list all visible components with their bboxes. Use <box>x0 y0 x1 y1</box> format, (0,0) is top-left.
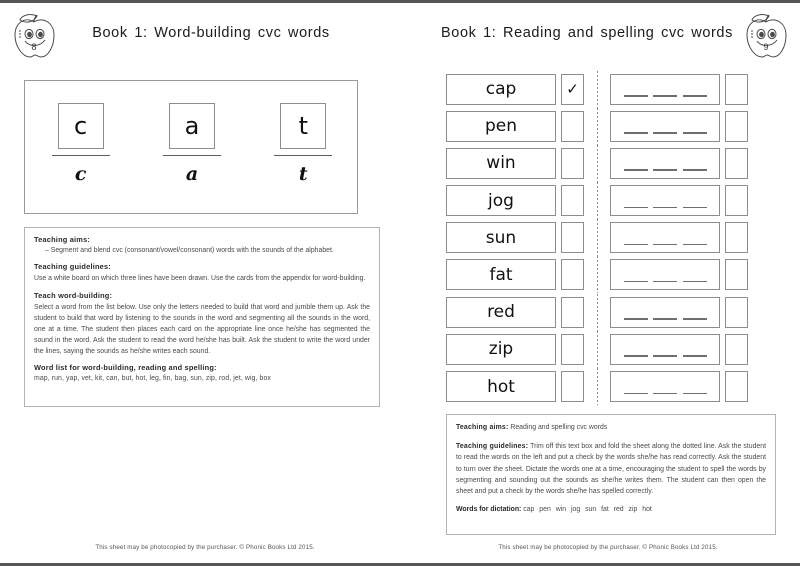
word-row <box>446 110 766 142</box>
spelling-checkbox[interactable] <box>725 334 748 365</box>
spelling-checkbox[interactable] <box>725 185 748 216</box>
left-page-number: 8 <box>31 42 37 52</box>
spelling-line <box>653 207 677 208</box>
spelling-line <box>624 244 648 245</box>
left-page <box>0 3 400 563</box>
spelling-checkbox[interactable] <box>725 148 748 179</box>
spelling-line <box>683 207 707 208</box>
spelling-line <box>653 95 677 96</box>
reading-spelling-rows <box>446 73 766 408</box>
spelling-line <box>653 132 677 133</box>
spelling-line <box>683 132 707 133</box>
letter-card-line <box>274 155 332 156</box>
reading-checkbox[interactable] <box>561 334 584 365</box>
teach-word-building-heading: Teach word-building: <box>34 290 113 300</box>
fold-line-divider <box>584 111 610 142</box>
word-row <box>446 73 766 105</box>
reading-checkbox[interactable] <box>561 297 584 328</box>
word-box: zip <box>446 334 556 365</box>
fold-line-divider <box>584 371 610 402</box>
fold-line-divider <box>584 222 610 253</box>
reading-checkbox[interactable] <box>561 222 584 253</box>
spelling-line <box>683 393 707 394</box>
worksheet-spread <box>0 3 800 563</box>
spelling-line <box>683 318 707 319</box>
reading-checkbox[interactable] <box>561 185 584 216</box>
teaching-guidelines-line <box>456 441 766 497</box>
spelling-line <box>624 318 648 319</box>
spelling-line <box>653 281 677 282</box>
right-page <box>400 3 800 563</box>
spelling-checkbox[interactable] <box>725 259 748 290</box>
reading-checkbox[interactable] <box>561 148 584 179</box>
spelling-line <box>624 281 648 282</box>
word-building-card-area <box>24 80 358 214</box>
teaching-aims-line <box>456 422 766 433</box>
left-teaching-notes-box <box>24 227 380 407</box>
spelling-line <box>683 244 707 245</box>
reading-checkbox[interactable] <box>561 371 584 402</box>
teaching-guidelines-text: Trim off this text box and fold the sheet along the dotted line. Ask the student to read the words on the left and put a check by the words she/he has read correctly. Ask the student to turn over the sheet. Dictate the words one at a time, encouraging the student to spell the words by segmenting and sounding out the sounds as she/he writes them. The student can then open the sheet and put a check by the words she/he has spelled correctly. <box>456 443 766 495</box>
fold-line-divider <box>584 148 610 179</box>
spelling-line <box>653 169 677 170</box>
letter-card-script: a <box>185 163 199 185</box>
spelling-line <box>653 244 677 245</box>
letter-card[interactable] <box>267 103 339 185</box>
teaching-aims-text: Reading and spelling cvc words <box>508 424 608 431</box>
spelling-checkbox[interactable] <box>725 111 748 142</box>
dictation-label: Words for dictation: <box>456 506 522 514</box>
right-page-header <box>400 11 800 63</box>
word-box: hot <box>446 371 556 402</box>
spelling-box[interactable] <box>610 148 720 179</box>
spelling-line <box>624 355 648 356</box>
spelling-line <box>683 281 707 282</box>
reading-checkbox[interactable] <box>561 259 584 290</box>
word-list-text: map, run, yap, vet, kit, can, but, hot, leg, fin, bag, sun, zip, rod, jet, wig, box <box>34 375 271 383</box>
spelling-box[interactable] <box>610 297 720 328</box>
spelling-line <box>653 318 677 319</box>
fold-line-divider <box>584 334 610 365</box>
fold-line-divider <box>584 185 610 216</box>
spelling-box[interactable] <box>610 74 720 105</box>
letter-card-script: t <box>298 163 308 185</box>
fold-line-divider <box>584 297 610 328</box>
left-page-header <box>0 11 400 63</box>
word-row <box>446 222 766 254</box>
spelling-line <box>624 169 648 170</box>
letter-card-box[interactable]: c <box>58 103 104 149</box>
letter-cards-row <box>25 103 359 185</box>
reading-checkbox[interactable]: ✓ <box>561 74 584 105</box>
right-teaching-notes-box <box>446 414 776 535</box>
spelling-line <box>683 169 707 170</box>
teach-word-building-text: Select a word from the list below. Use only the letters needed to build that word and jumble them up. Ask the student to build that word by listening to the sounds in the word and segmenting all the sounds in the word, one at a time. The student then places each card on the appropriate line once he/she has segmented the sound in the word. Ask the student to read the word he/she has built. Ask the student to write the word under the lines, saying the sounds as he/she writes each sound. <box>34 303 370 356</box>
reading-checkbox[interactable] <box>561 111 584 142</box>
word-list-heading: Word list for word-building, reading and spelling: <box>34 363 217 373</box>
word-row <box>446 147 766 179</box>
spelling-line <box>683 95 707 96</box>
right-page-footer: This sheet may be photocopied by the purchaser. © Phonic Books Ltd 2015. <box>498 544 718 551</box>
teaching-aims-bullet: – Segment and blend cvc (consonant/vowel/consonant) words with the sounds of the alphabet. <box>45 247 334 254</box>
spelling-line <box>624 132 648 133</box>
teaching-aims-heading: Teaching aims: <box>34 235 91 244</box>
spelling-line <box>624 207 648 208</box>
letter-card-box[interactable]: t <box>280 103 326 149</box>
spelling-checkbox[interactable] <box>725 222 748 253</box>
dictation-words: cap pen win jog sun fat red zip hot <box>523 506 652 514</box>
spelling-line <box>624 95 648 96</box>
word-box: fat <box>446 259 556 290</box>
spelling-checkbox[interactable] <box>725 371 748 402</box>
spelling-box[interactable] <box>610 222 720 253</box>
word-box: pen <box>446 111 556 142</box>
word-box: jog <box>446 185 556 216</box>
spelling-box[interactable] <box>610 259 720 290</box>
letter-card-line <box>52 155 110 156</box>
word-row <box>446 371 766 403</box>
spelling-box[interactable] <box>610 334 720 365</box>
teaching-guidelines-heading: Teaching guidelines: <box>34 262 111 272</box>
fold-line-divider <box>584 74 610 105</box>
letter-card-script: c <box>74 163 87 185</box>
spelling-line <box>653 393 677 394</box>
spelling-box[interactable] <box>610 185 720 216</box>
letter-card[interactable] <box>45 103 117 185</box>
letter-card[interactable] <box>156 103 228 185</box>
left-page-footer: This sheet may be photocopied by the purchaser. © Phonic Books Ltd 2015. <box>95 544 315 551</box>
teaching-guidelines-label: Teaching guidelines: <box>456 443 529 451</box>
letter-card-line <box>163 155 221 156</box>
dictation-line <box>456 505 766 515</box>
word-row <box>446 333 766 365</box>
spelling-box[interactable] <box>610 111 720 142</box>
spelling-box[interactable] <box>610 371 720 402</box>
teaching-guidelines-text: Use a white board on which three lines have been drawn. Use the cards from the appendix for word-building. <box>34 275 366 283</box>
spelling-checkbox[interactable] <box>725 74 748 105</box>
spelling-checkbox[interactable] <box>725 297 748 328</box>
word-box: cap <box>446 74 556 105</box>
right-page-number: 9 <box>763 42 769 52</box>
word-box: red <box>446 297 556 328</box>
spelling-line <box>624 393 648 394</box>
spelling-line <box>653 355 677 356</box>
word-row <box>446 259 766 291</box>
word-box: win <box>446 148 556 179</box>
right-page-title: Book 1: Reading and spelling cvc words <box>441 25 733 41</box>
teaching-aims-label: Teaching aims: <box>456 424 509 431</box>
word-row <box>446 185 766 217</box>
word-row <box>446 296 766 328</box>
fold-line-divider <box>584 259 610 290</box>
left-page-title: Book 1: Word-building cvc words <box>92 25 330 41</box>
spelling-line <box>683 355 707 356</box>
letter-card-box[interactable]: a <box>169 103 215 149</box>
word-box: sun <box>446 222 556 253</box>
